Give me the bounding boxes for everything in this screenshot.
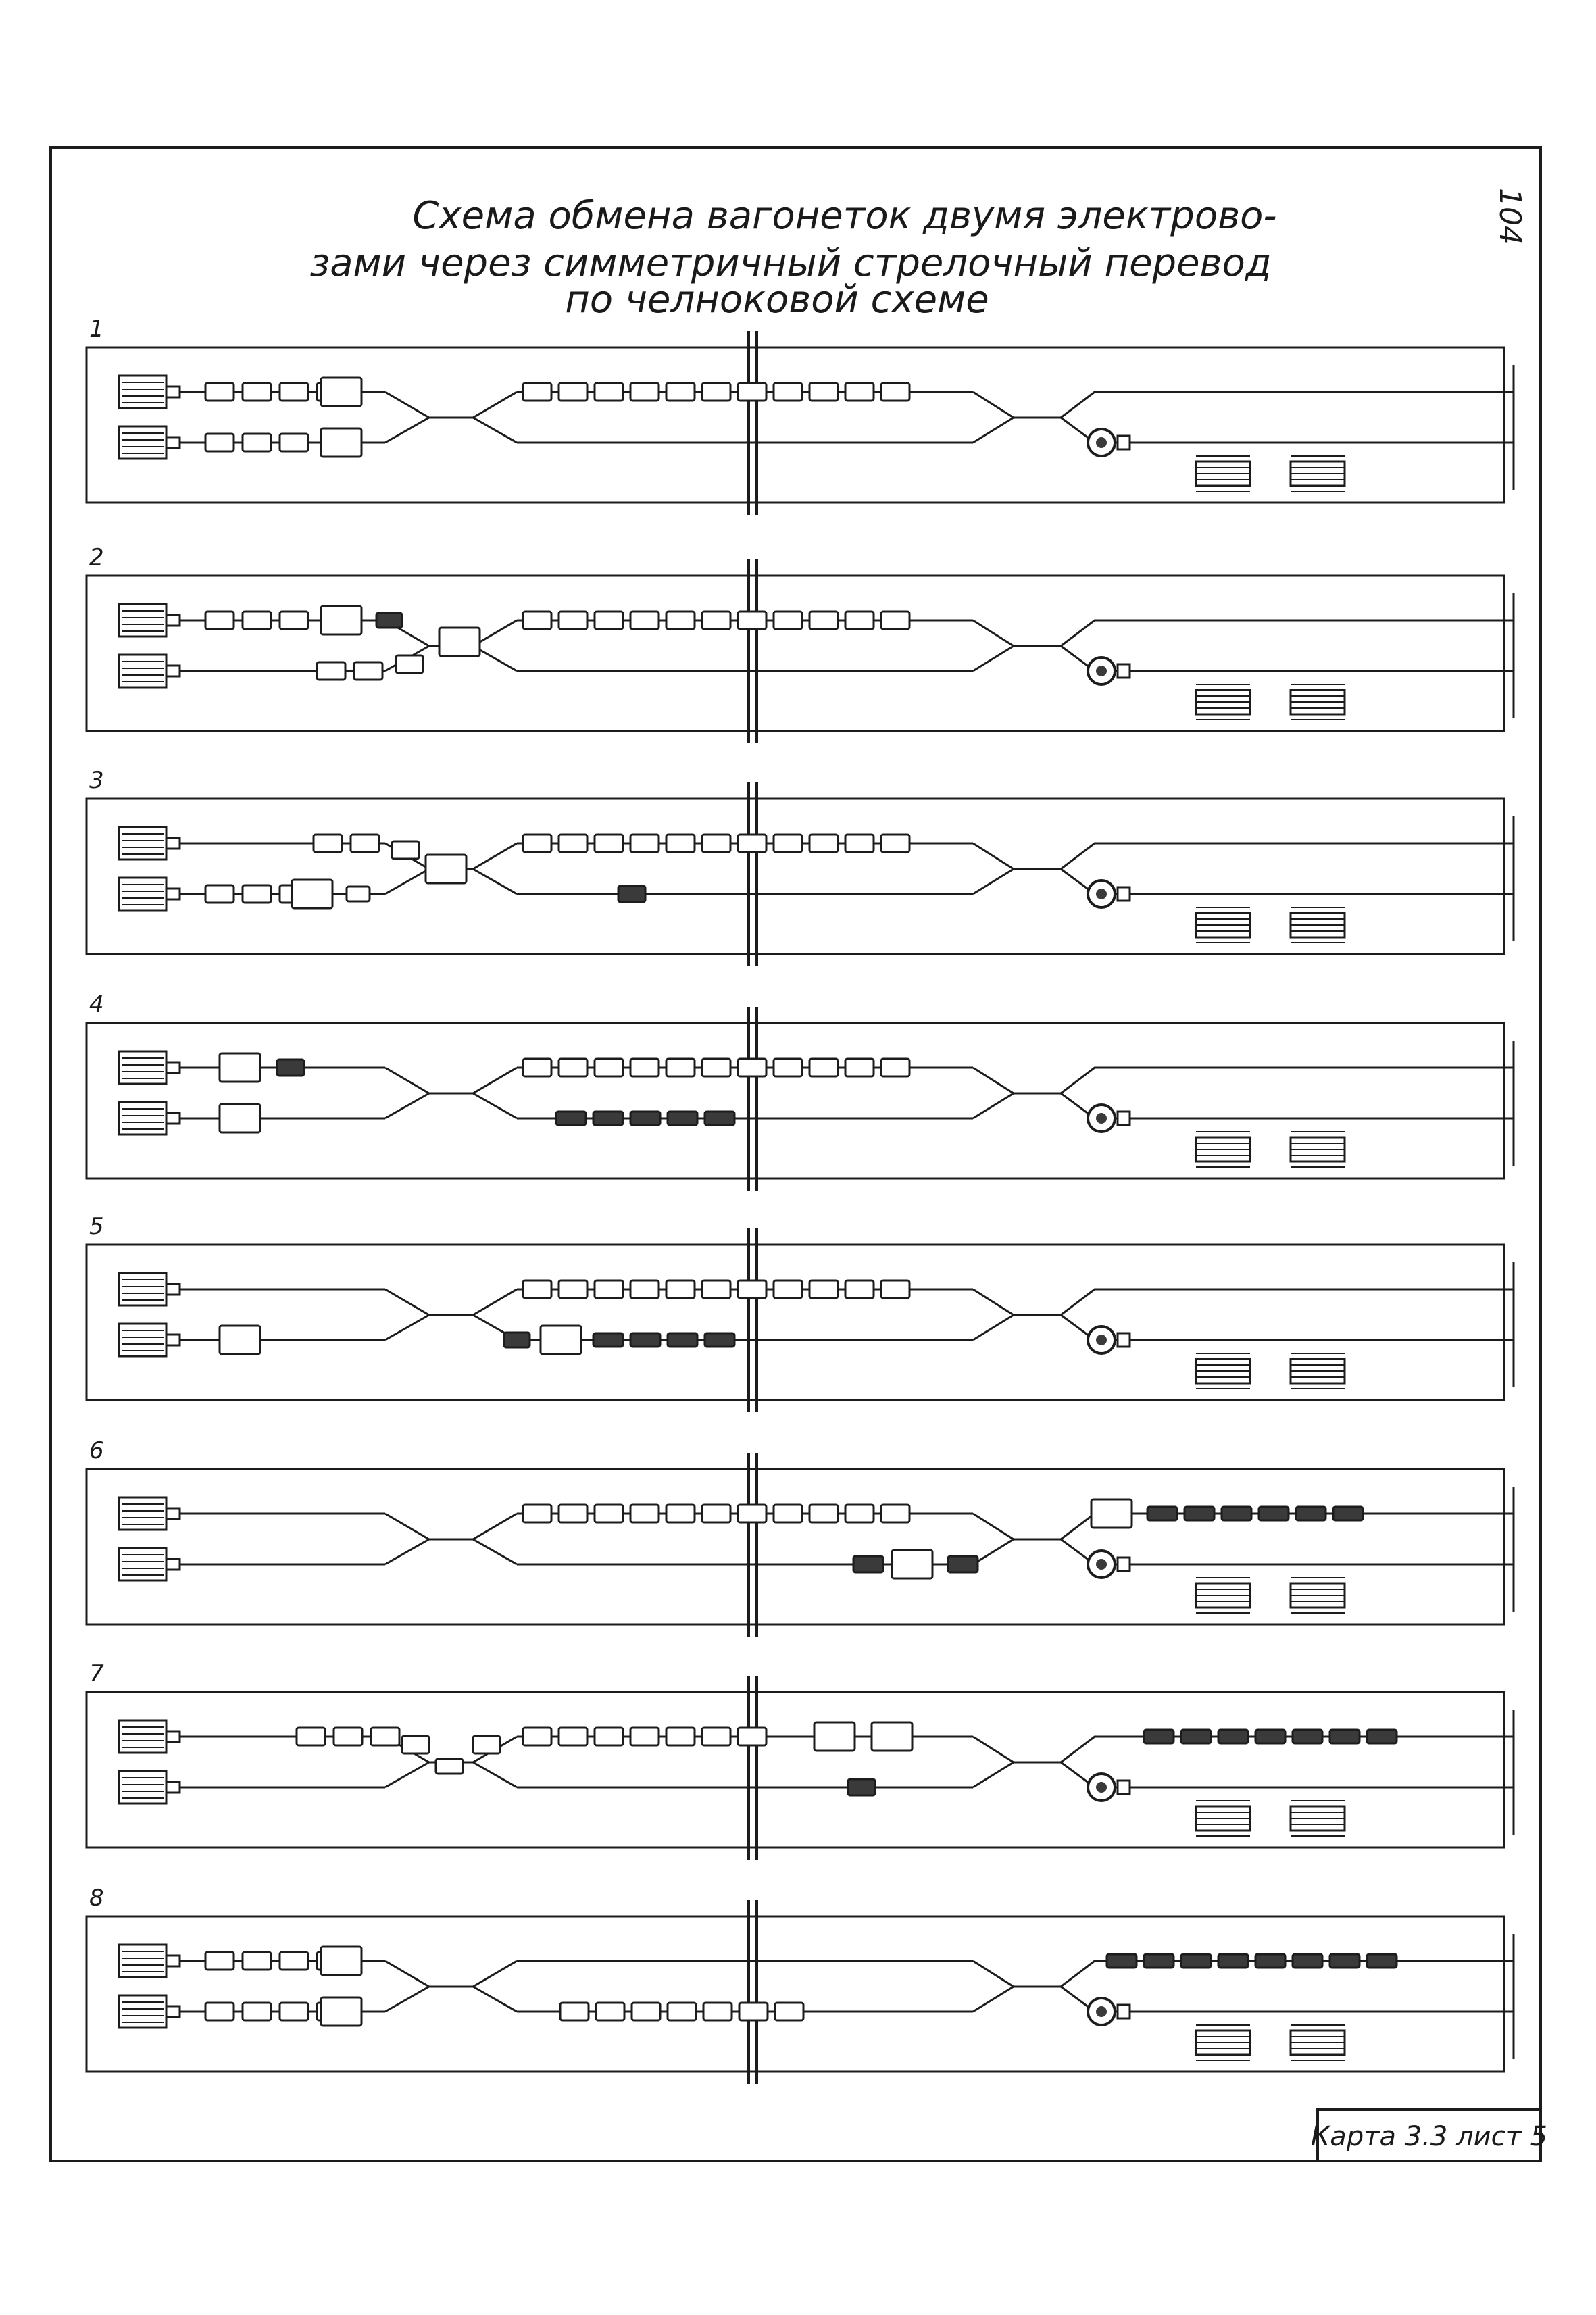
track-line <box>973 1987 1014 2012</box>
spare-wagon-stack <box>1291 1132 1345 1167</box>
track-line <box>973 392 1514 418</box>
empty-wagon <box>595 383 623 401</box>
empty-wagon <box>738 1280 766 1298</box>
loaded-wagon <box>948 1556 978 1572</box>
empty-wagon <box>809 1280 838 1298</box>
empty-wagon <box>243 434 271 451</box>
track-line <box>973 1762 1014 1787</box>
track-line <box>385 1762 429 1787</box>
dead-end-buffer <box>119 1051 180 1084</box>
empty-wagon <box>809 383 838 401</box>
buffer-coupler <box>166 838 180 849</box>
panel-5 <box>86 1213 1514 1412</box>
panel-2 <box>86 544 1514 743</box>
empty-wagon <box>596 2003 624 2020</box>
empty-wagon <box>630 1280 659 1298</box>
track-line <box>385 1289 517 1315</box>
tippler-drive <box>1118 664 1130 678</box>
buffer-coupler <box>166 1731 180 1742</box>
tippler-hub <box>1096 1782 1107 1793</box>
dead-end-buffer <box>119 1720 180 1753</box>
empty-wagon <box>630 612 659 629</box>
empty-wagon <box>630 1728 659 1745</box>
empty-wagon <box>205 434 234 451</box>
empty-wagon <box>738 835 766 852</box>
spare-wagon-stack <box>1196 2025 1250 2060</box>
track-line <box>973 620 1514 646</box>
stamp-label: Карта 3.3 лист 5 <box>1310 2121 1548 2152</box>
tippler-drive <box>1118 1558 1130 1571</box>
spare-wagon-stack <box>1291 1801 1345 1836</box>
track-line <box>385 1514 517 1539</box>
tippler-unit <box>1088 1774 1130 1801</box>
empty-wagon <box>702 1728 730 1745</box>
track-line <box>385 392 517 418</box>
empty-wagon <box>881 383 909 401</box>
empty-wagon <box>243 383 271 401</box>
panel-1 <box>86 316 1514 515</box>
loaded-wagon <box>1184 1507 1214 1520</box>
empty-wagon <box>774 835 802 852</box>
empty-wagon <box>738 1728 766 1745</box>
buffer-coupler <box>166 1335 180 1345</box>
loaded-wagon <box>1181 1730 1211 1743</box>
page-number: 104 <box>1493 188 1527 245</box>
loaded-wagon <box>1144 1730 1174 1743</box>
empty-wagon <box>666 835 695 852</box>
panel-3 <box>86 767 1514 966</box>
spare-wagon-stack <box>1196 456 1250 491</box>
empty-wagon <box>595 1059 623 1076</box>
dead-end-buffer <box>119 1945 180 1977</box>
panel-8 <box>86 1885 1514 2084</box>
empty-wagon <box>738 612 766 629</box>
empty-wagon <box>595 1280 623 1298</box>
dead-end-buffer <box>119 1273 180 1305</box>
empty-wagon <box>205 2003 234 2020</box>
empty-wagon <box>630 383 659 401</box>
track-line <box>973 1315 1014 1340</box>
empty-wagon <box>523 383 551 401</box>
loaded-wagon <box>668 1333 697 1347</box>
empty-wagon <box>560 2003 589 2020</box>
loaded-wagon <box>504 1333 530 1347</box>
track-line <box>973 1068 1514 1093</box>
empty-wagon <box>630 1059 659 1076</box>
empty-wagon <box>845 1505 874 1522</box>
loaded-wagon <box>1367 1730 1397 1743</box>
empty-wagon <box>559 383 587 401</box>
empty-wagon <box>351 835 379 852</box>
electric-locomotive <box>321 1997 361 2026</box>
empty-wagon <box>881 612 909 629</box>
track-line <box>973 1539 1014 1564</box>
loaded-wagon <box>376 613 402 628</box>
loaded-wagon <box>1333 1507 1363 1520</box>
panel-6 <box>86 1437 1514 1637</box>
track-line <box>473 1539 517 1564</box>
empty-wagon <box>809 1059 838 1076</box>
empty-wagon <box>738 1505 766 1522</box>
spare-wagon-stack <box>1196 1801 1250 1836</box>
empty-wagon <box>881 1280 909 1298</box>
dead-end-buffer <box>119 376 180 408</box>
spare-wagon-stack <box>1196 1578 1250 1613</box>
tippler-hub <box>1096 437 1107 448</box>
empty-wagon <box>666 1059 695 1076</box>
empty-wagon <box>297 1728 325 1745</box>
tippler-hub <box>1096 1335 1107 1345</box>
track-line <box>385 1093 429 1118</box>
loaded-wagon <box>848 1779 875 1795</box>
spare-wagon-stack <box>1291 907 1345 943</box>
empty-wagon <box>702 1505 730 1522</box>
panel-number: 1 <box>89 316 104 343</box>
dead-end-buffer <box>119 1771 180 1803</box>
electric-locomotive <box>220 1326 260 1354</box>
buffer-coupler <box>166 1062 180 1073</box>
empty-wagon <box>559 1059 587 1076</box>
track-line <box>473 418 517 443</box>
empty-wagon <box>595 1728 623 1745</box>
loaded-wagon <box>1330 1730 1360 1743</box>
track-line <box>385 418 429 443</box>
tippler-drive <box>1118 1112 1130 1125</box>
empty-wagon <box>473 1736 500 1753</box>
empty-wagon <box>702 612 730 629</box>
empty-wagon <box>630 1505 659 1522</box>
tippler-hub <box>1096 666 1107 676</box>
panel-4 <box>86 991 1514 1191</box>
spare-wagon-stack <box>1291 1353 1345 1389</box>
loaded-wagon <box>668 1112 697 1125</box>
tippler-unit <box>1088 1105 1130 1132</box>
buffer-coupler <box>166 666 180 676</box>
spare-wagon-stack <box>1196 1132 1250 1167</box>
empty-wagon <box>845 612 874 629</box>
dead-end-buffer <box>119 655 180 687</box>
track-line <box>973 418 1014 443</box>
electric-locomotive <box>541 1326 581 1354</box>
panels-group <box>86 316 1514 2084</box>
empty-wagon <box>809 1505 838 1522</box>
electric-locomotive <box>220 1053 260 1082</box>
empty-wagon <box>666 1505 695 1522</box>
empty-wagon <box>809 612 838 629</box>
empty-wagon <box>881 1059 909 1076</box>
empty-wagon <box>774 612 802 629</box>
empty-wagon <box>703 2003 732 2020</box>
empty-wagon <box>668 2003 696 2020</box>
empty-wagon <box>347 887 370 901</box>
buffer-coupler <box>166 1508 180 1519</box>
track-line <box>973 1289 1514 1315</box>
buffer-coupler <box>166 1284 180 1295</box>
track-line <box>973 1093 1014 1118</box>
electric-locomotive <box>814 1722 855 1751</box>
panel-number: 3 <box>89 767 104 794</box>
empty-wagon <box>396 655 423 673</box>
track-line <box>385 869 429 894</box>
empty-wagon <box>559 1280 587 1298</box>
buffer-coupler <box>166 2006 180 2017</box>
empty-wagon <box>739 2003 768 2020</box>
electric-locomotive <box>321 378 361 406</box>
empty-wagon <box>774 1059 802 1076</box>
empty-wagon <box>630 835 659 852</box>
loaded-wagon <box>1293 1730 1322 1743</box>
empty-wagon <box>774 383 802 401</box>
loaded-wagon <box>630 1333 660 1347</box>
empty-wagon <box>559 612 587 629</box>
buffer-coupler <box>166 437 180 448</box>
empty-wagon <box>845 1059 874 1076</box>
track-line <box>473 869 517 894</box>
loaded-wagon <box>556 1112 586 1125</box>
empty-wagon <box>523 1280 551 1298</box>
empty-wagon <box>595 835 623 852</box>
title-line-1: Схема обмена вагонеток двумя электрово- <box>412 194 1277 238</box>
empty-wagon <box>702 1059 730 1076</box>
electric-locomotive <box>321 606 361 634</box>
loaded-wagon <box>593 1333 623 1347</box>
track-line <box>473 1093 517 1118</box>
track-line <box>973 843 1514 869</box>
empty-wagon <box>702 383 730 401</box>
track-line <box>385 1961 517 1987</box>
empty-wagon <box>702 1280 730 1298</box>
empty-wagon <box>280 612 308 629</box>
empty-wagon <box>436 1759 463 1774</box>
title-line-3: по челноковой схеме <box>565 278 989 322</box>
buffer-coupler <box>166 889 180 899</box>
tippler-drive <box>1118 1781 1130 1794</box>
loaded-wagon <box>1255 1954 1285 1968</box>
empty-wagon <box>523 1059 551 1076</box>
loaded-wagon <box>1330 1954 1360 1968</box>
loaded-wagon <box>705 1112 734 1125</box>
empty-wagon <box>280 2003 308 2020</box>
empty-wagon <box>559 835 587 852</box>
empty-wagon <box>881 835 909 852</box>
loaded-wagon <box>618 886 645 902</box>
empty-wagon <box>666 1728 695 1745</box>
empty-wagon <box>523 612 551 629</box>
loaded-wagon <box>277 1060 304 1076</box>
tippler-hub <box>1096 1559 1107 1570</box>
empty-wagon <box>243 885 271 903</box>
panel-7 <box>86 1660 1514 1860</box>
empty-wagon <box>334 1728 362 1745</box>
tippler-hub <box>1096 1113 1107 1124</box>
loaded-wagon <box>1293 1954 1322 1968</box>
empty-wagon <box>666 383 695 401</box>
panel-number: 5 <box>89 1213 104 1240</box>
panel-number: 8 <box>89 1885 104 1912</box>
tippler-drive <box>1118 1333 1130 1347</box>
empty-wagon <box>402 1736 429 1753</box>
track-line <box>473 1762 517 1787</box>
empty-wagon <box>392 841 419 859</box>
dead-end-buffer <box>119 1995 180 2028</box>
loaded-wagon <box>630 1112 660 1125</box>
tippler-unit <box>1088 880 1130 907</box>
empty-wagon <box>666 1280 695 1298</box>
empty-wagon <box>738 1059 766 1076</box>
tippler-drive <box>1118 2005 1130 2018</box>
title-line-2: зами через симметричный стрелочный перевод <box>309 241 1272 285</box>
electric-locomotive <box>426 855 466 883</box>
tippler-unit <box>1088 1551 1130 1578</box>
empty-wagon <box>881 1505 909 1522</box>
tippler-unit <box>1088 429 1130 456</box>
electric-locomotive <box>220 1104 260 1132</box>
tippler-unit <box>1088 1998 1130 2025</box>
empty-wagon <box>595 1505 623 1522</box>
empty-wagon <box>243 1952 271 1970</box>
empty-wagon <box>523 1505 551 1522</box>
empty-wagon <box>702 835 730 852</box>
empty-wagon <box>666 612 695 629</box>
electric-locomotive <box>321 428 361 457</box>
empty-wagon <box>559 1505 587 1522</box>
track-line <box>973 869 1014 894</box>
tippler-unit <box>1088 657 1130 684</box>
buffer-coupler <box>166 1956 180 1966</box>
dead-end-buffer <box>119 1324 180 1356</box>
buffer-coupler <box>166 387 180 397</box>
loaded-wagon <box>1255 1730 1285 1743</box>
empty-wagon <box>845 383 874 401</box>
empty-wagon <box>314 835 342 852</box>
spare-wagon-stack <box>1291 684 1345 720</box>
empty-wagon <box>809 835 838 852</box>
track-line <box>973 646 1014 671</box>
buffer-coupler <box>166 1559 180 1570</box>
tippler-drive <box>1118 887 1130 901</box>
tippler-hub <box>1096 889 1107 899</box>
buffer-coupler <box>166 1782 180 1793</box>
empty-wagon <box>371 1728 399 1745</box>
empty-wagon <box>280 383 308 401</box>
electric-locomotive <box>292 880 332 908</box>
track-line <box>385 1068 517 1093</box>
loaded-wagon <box>1147 1507 1177 1520</box>
empty-wagon <box>205 383 234 401</box>
loaded-wagon <box>1259 1507 1289 1520</box>
dead-end-buffer <box>119 604 180 637</box>
empty-wagon <box>845 835 874 852</box>
electric-locomotive <box>439 628 480 656</box>
panel-number: 6 <box>89 1437 104 1464</box>
spare-wagon-stack <box>1196 1353 1250 1389</box>
empty-wagon <box>774 1280 802 1298</box>
dead-end-buffer <box>119 878 180 910</box>
track-line <box>385 1987 429 2012</box>
tippler-unit <box>1088 1326 1130 1353</box>
spare-wagon-stack <box>1291 2025 1345 2060</box>
buffer-coupler <box>166 1113 180 1124</box>
panel-number: 4 <box>89 991 104 1018</box>
loaded-wagon <box>593 1112 623 1125</box>
empty-wagon <box>205 612 234 629</box>
loaded-wagon <box>1367 1954 1397 1968</box>
loaded-wagon <box>1218 1954 1248 1968</box>
empty-wagon <box>774 1505 802 1522</box>
spare-wagon-stack <box>1291 456 1345 491</box>
empty-wagon <box>632 2003 660 2020</box>
dead-end-buffer <box>119 1497 180 1530</box>
electric-locomotive <box>892 1550 932 1578</box>
panel-number: 2 <box>89 544 104 571</box>
loaded-wagon <box>1144 1954 1174 1968</box>
empty-wagon <box>280 434 308 451</box>
buffer-coupler <box>166 615 180 626</box>
empty-wagon <box>280 1952 308 1970</box>
empty-wagon <box>243 2003 271 2020</box>
spare-wagon-stack <box>1291 1578 1345 1613</box>
empty-wagon <box>775 2003 803 2020</box>
empty-wagon <box>523 835 551 852</box>
empty-wagon <box>354 662 382 680</box>
stamp-box <box>1311 2110 1547 2161</box>
tippler-drive <box>1118 436 1130 449</box>
empty-wagon <box>595 612 623 629</box>
empty-wagon <box>317 662 345 680</box>
loaded-wagon <box>705 1333 734 1347</box>
empty-wagon <box>845 1280 874 1298</box>
empty-wagon <box>243 612 271 629</box>
loaded-wagon <box>1218 1730 1248 1743</box>
loaded-wagon <box>1222 1507 1251 1520</box>
track-line <box>473 1987 517 2012</box>
empty-wagon <box>205 1952 234 1970</box>
dead-end-buffer <box>119 827 180 860</box>
empty-wagon <box>205 885 234 903</box>
track-line <box>385 1315 429 1340</box>
loaded-wagon <box>1296 1507 1326 1520</box>
loaded-wagon <box>853 1556 883 1572</box>
spare-wagon-stack <box>1196 684 1250 720</box>
dead-end-buffer <box>119 426 180 459</box>
dead-end-buffer <box>119 1102 180 1135</box>
empty-wagon <box>559 1728 587 1745</box>
electric-locomotive <box>321 1947 361 1975</box>
dead-end-buffer <box>119 1548 180 1580</box>
empty-wagon <box>523 1728 551 1745</box>
electric-locomotive <box>1091 1499 1132 1528</box>
tippler-hub <box>1096 2006 1107 2017</box>
loaded-wagon <box>1107 1954 1137 1968</box>
empty-wagon <box>738 383 766 401</box>
spare-wagon-stack <box>1196 907 1250 943</box>
loaded-wagon <box>1181 1954 1211 1968</box>
electric-locomotive <box>872 1722 912 1751</box>
track-line <box>385 1539 429 1564</box>
panel-number: 7 <box>89 1660 104 1687</box>
